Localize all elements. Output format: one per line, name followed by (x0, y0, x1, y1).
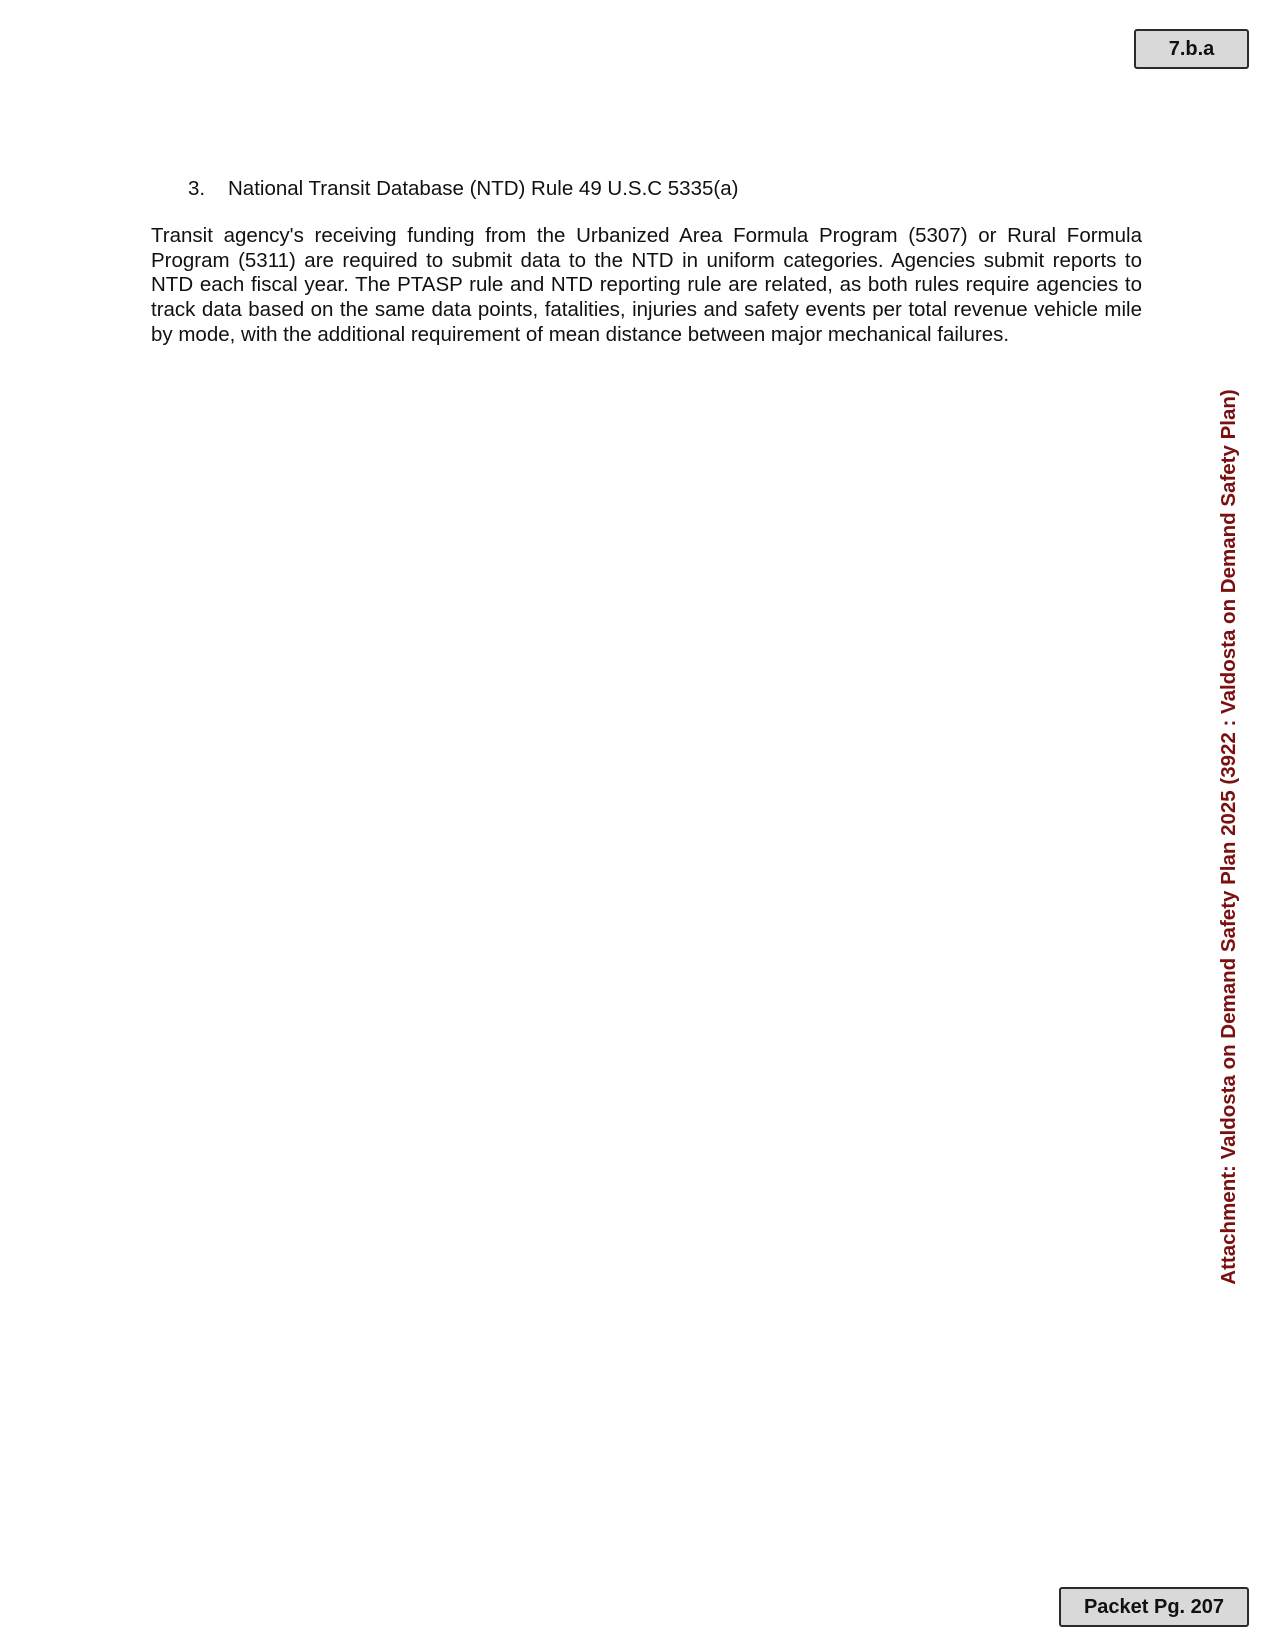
section-heading (188, 176, 738, 202)
item-number-tag: 7.b.a (1134, 29, 1249, 69)
section-number: 3. (188, 177, 206, 200)
attachment-side-label: Attachment: Valdosta on Demand Safety Plan 2025 (3922 : Valdosta on Demand Safety Plan) (1217, 389, 1240, 1285)
section-title: National Transit Database (NTD) Rule 49 U.S.C 5335(a) (228, 177, 739, 200)
packet-page-tag: Packet Pg. 207 (1059, 1587, 1249, 1627)
body-paragraph: Transit agency's receiving funding from the Urbanized Area Formula Program (5307) or Rural Formula Program (5311) are required to submit data to the NTD in uniform categories. Agencies submit reports to NTD each fiscal year. The PTASP rule and NTD reporting rule are related, as both rules require agencies to track data based on the same data points, fatalities, injuries and safety events per total revenue vehicle mile by mode, with the additional requirement of mean distance between major mechanical failures. (151, 224, 1142, 346)
